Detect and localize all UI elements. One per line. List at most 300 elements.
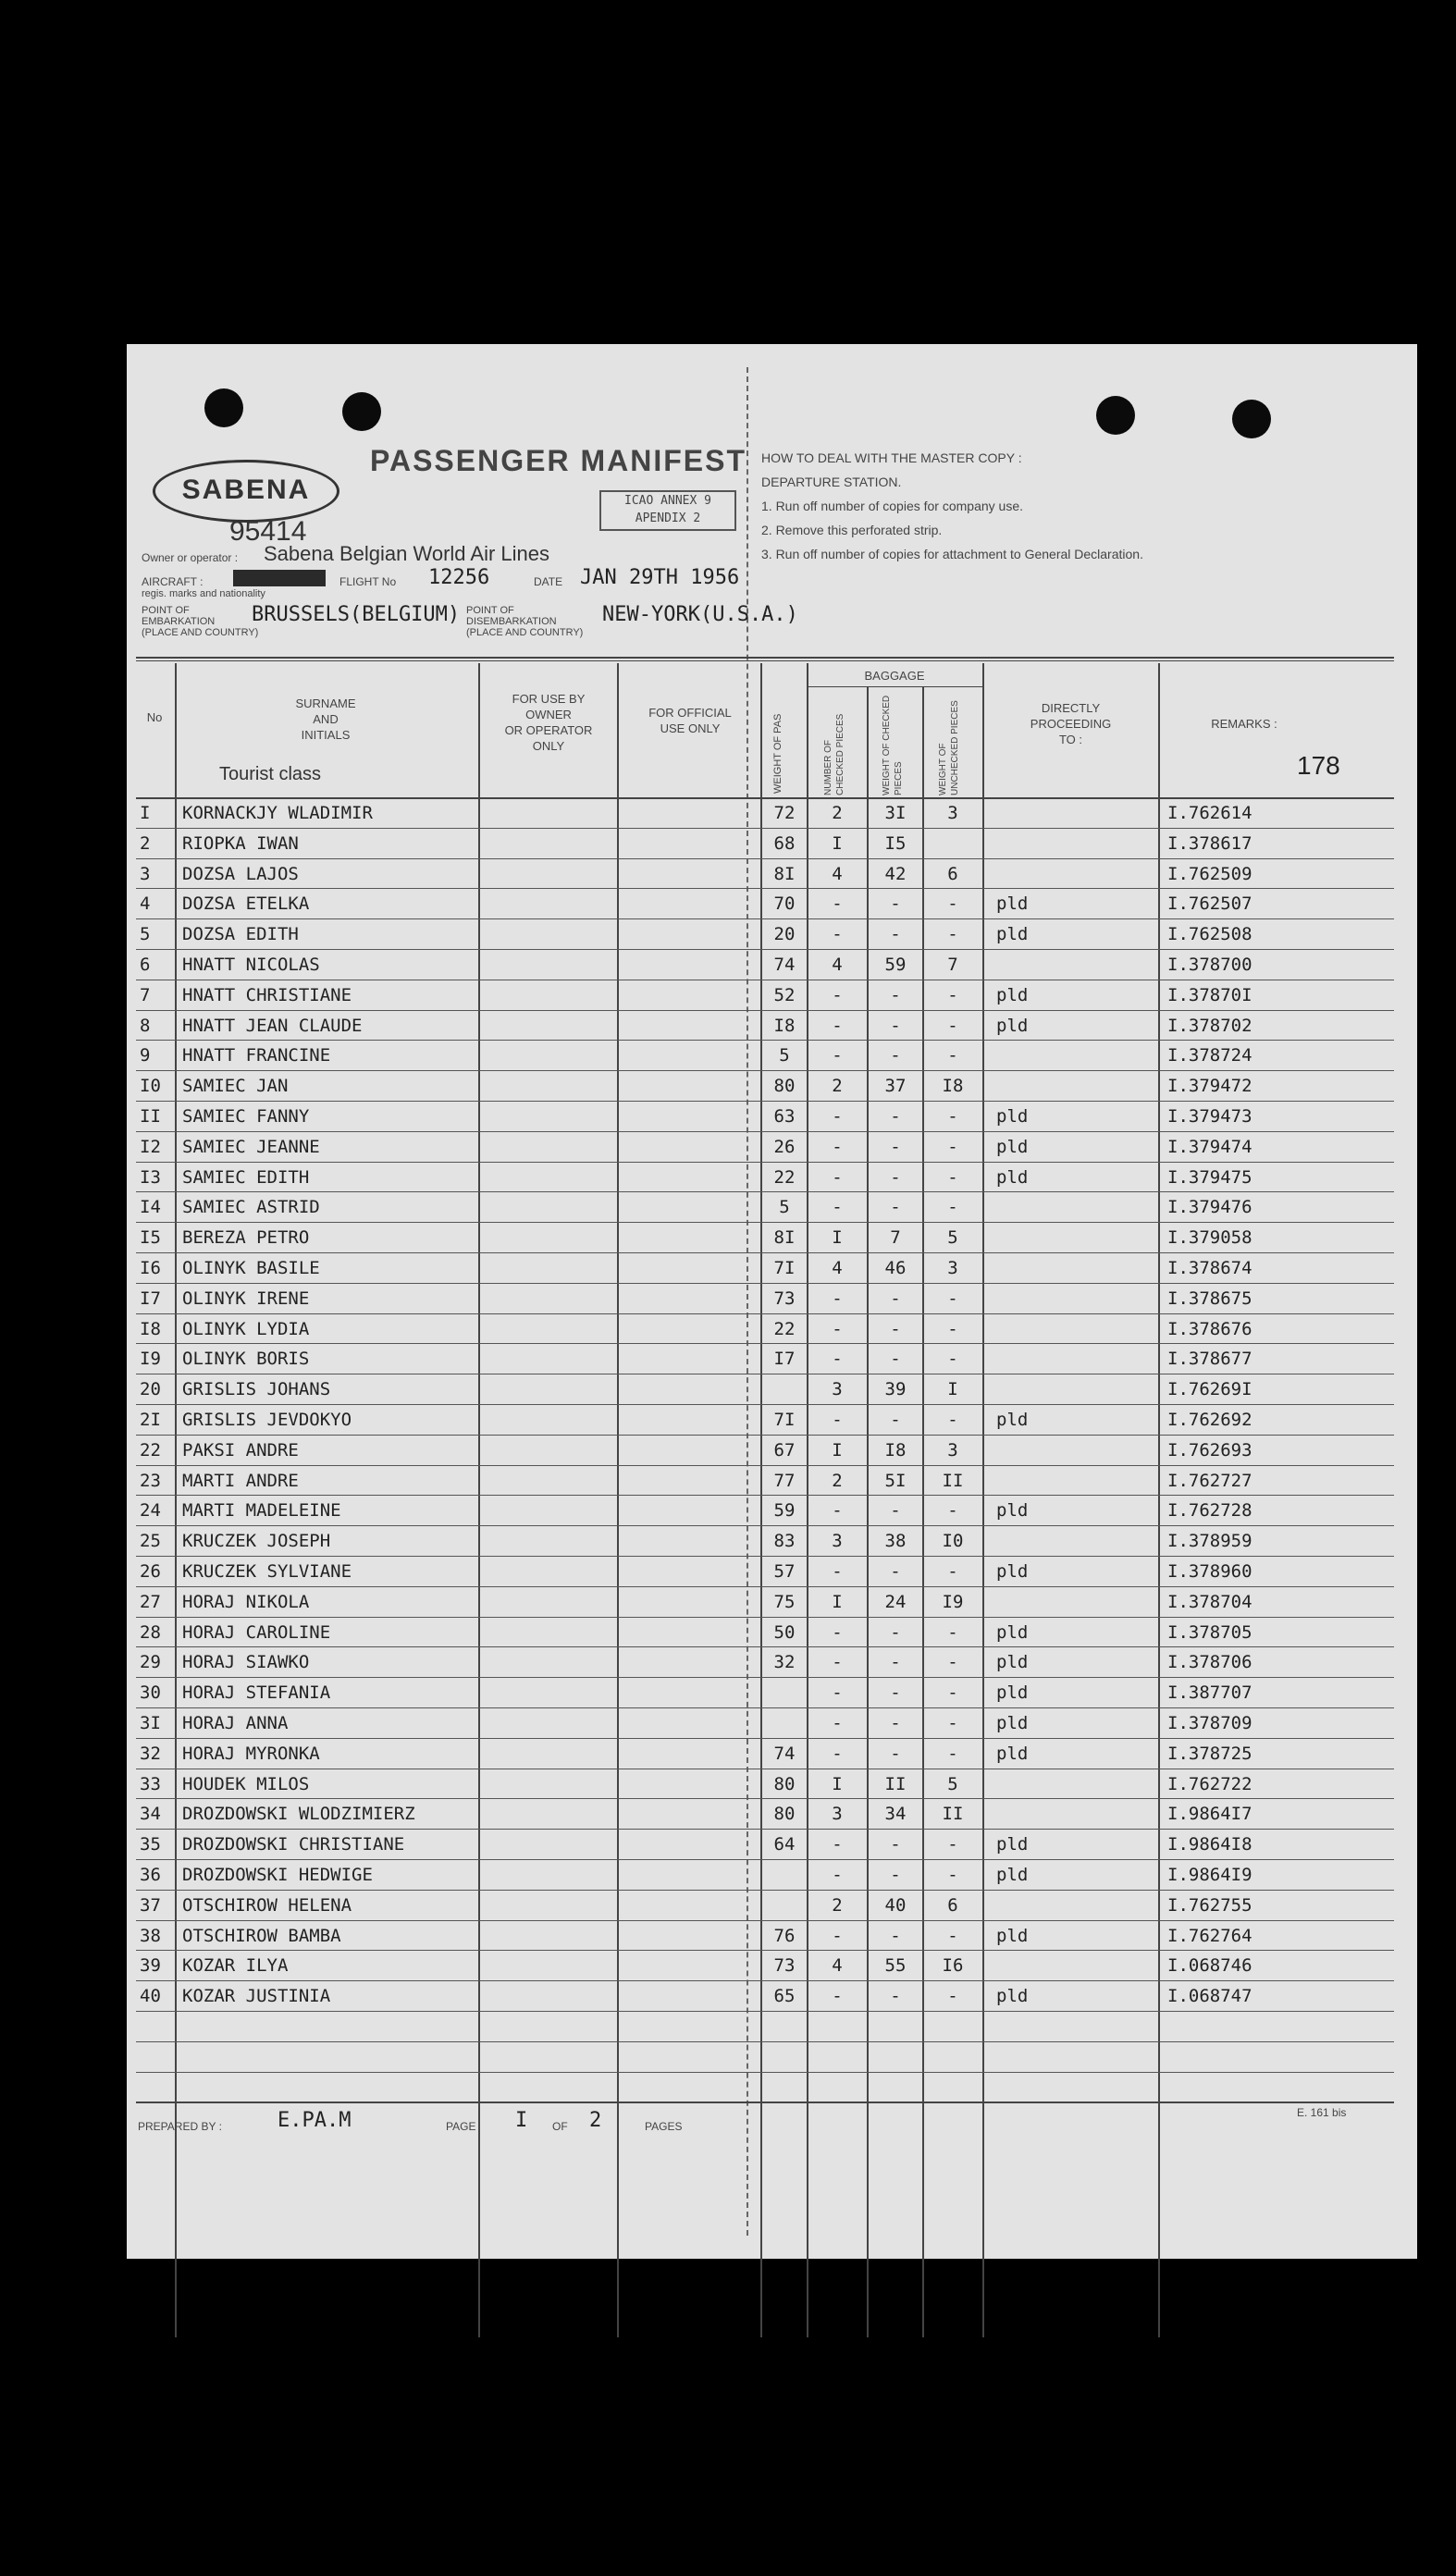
cell-cw: -: [890, 1986, 901, 2006]
cell-cw: 38: [884, 1531, 907, 1551]
cell-name: GRISLIS JOHANS: [182, 1379, 331, 1399]
cell-rem: I.762727: [1167, 1471, 1252, 1491]
cell-p: I: [832, 1227, 843, 1248]
cell-uw: -: [947, 1500, 958, 1521]
cell-w: 76: [773, 1926, 796, 1946]
cell-to: pld: [996, 1986, 1029, 2006]
cell-uw: 6: [947, 864, 958, 884]
cell-cw: -: [890, 1500, 901, 1521]
cell-no: 8: [140, 1016, 151, 1036]
cell-p: 2: [832, 1471, 843, 1491]
cell-cw: -: [890, 985, 901, 1005]
table-row: [127, 1349, 1417, 1379]
table-row: [127, 1926, 1417, 1956]
cell-uw: -: [947, 1167, 958, 1188]
cell-rem: I.762692: [1167, 1410, 1252, 1430]
cell-rem: I.762764: [1167, 1926, 1252, 1946]
cell-w: 5: [779, 1197, 790, 1217]
cell-p: I: [832, 1592, 843, 1612]
cell-p: -: [832, 1652, 843, 1672]
cell-no: 2I: [140, 1410, 161, 1430]
cell-w: 80: [773, 1774, 796, 1794]
cell-no: 40: [140, 1986, 161, 2006]
cell-name: KOZAR ILYA: [182, 1955, 289, 1976]
icao-line-2: APENDIX 2: [635, 512, 701, 525]
aircraft-value-redacted: [233, 570, 326, 586]
cell-p: 3: [832, 1379, 843, 1399]
cell-rem: I.762507: [1167, 894, 1252, 914]
cell-p: 4: [832, 1955, 843, 1976]
cell-name: KOZAR JUSTINIA: [182, 1986, 331, 2006]
row-rule: [136, 2072, 1394, 2073]
cell-uw: -: [947, 1045, 958, 1066]
cell-cw: -: [890, 1349, 901, 1369]
cell-uw: 7: [947, 955, 958, 975]
cell-w: 80: [773, 1076, 796, 1096]
cell-uw: -: [947, 1926, 958, 1946]
cell-name: GRISLIS JEVDOKYO: [182, 1410, 352, 1430]
cell-rem: I.068746: [1167, 1955, 1252, 1976]
table-row: [127, 1288, 1417, 1319]
cell-uw: -: [947, 894, 958, 914]
cell-rem: I.378677: [1167, 1349, 1252, 1369]
cell-uw: 5: [947, 1227, 958, 1248]
table-row: [127, 1804, 1417, 1834]
cell-name: DOZSA EDITH: [182, 924, 299, 944]
cell-rem: I.9864I8: [1167, 1834, 1252, 1855]
cell-to: pld: [996, 1713, 1029, 1733]
cell-name: PAKSI ANDRE: [182, 1440, 299, 1461]
col-directly-header: [985, 700, 1156, 747]
cell-name: HOUDEK MILOS: [182, 1774, 310, 1794]
cell-name: HORAJ STEFANIA: [182, 1682, 331, 1703]
pages-label: PAGES: [645, 2120, 683, 2133]
cell-uw: I9: [942, 1592, 964, 1612]
cell-name: MARTI MADELEINE: [182, 1500, 341, 1521]
cell-cw: -: [890, 1410, 901, 1430]
cell-rem: I.379058: [1167, 1227, 1252, 1248]
cell-cw: -: [890, 1652, 901, 1672]
cell-rem: I.37870I: [1167, 985, 1252, 1005]
cell-uw: -: [947, 1319, 958, 1339]
cell-uw: -: [947, 1106, 958, 1127]
table-row: [127, 1076, 1417, 1106]
table-row: [127, 1986, 1417, 2016]
cell-uw: -: [947, 1561, 958, 1582]
instruction-line: 3. Run off number of copies for attachment to General Declaration.: [761, 547, 1143, 561]
cell-w: 65: [773, 1986, 796, 2006]
cell-w: 8I: [773, 864, 796, 884]
col-official-line: FOR OFFICIAL: [648, 706, 732, 720]
cell-w: 80: [773, 1804, 796, 1824]
cell-uw: I6: [942, 1955, 964, 1976]
cell-uw: 3: [947, 1440, 958, 1461]
table-row: [127, 1865, 1417, 1895]
table-row: [127, 1045, 1417, 1076]
cell-no: I9: [140, 1349, 161, 1369]
cell-name: SAMIEC EDITH: [182, 1167, 310, 1188]
instruction-line: HOW TO DEAL WITH THE MASTER COPY :: [761, 450, 1022, 465]
cell-name: KRUCZEK JOSEPH: [182, 1531, 331, 1551]
cell-to: pld: [996, 1106, 1029, 1127]
cell-no: 4: [140, 894, 151, 914]
cell-uw: II: [942, 1471, 964, 1491]
table-row: [127, 1955, 1417, 1986]
cell-uw: -: [947, 1410, 958, 1430]
cell-no: II: [140, 1106, 161, 1127]
cell-no: 36: [140, 1865, 161, 1885]
cell-name: SAMIEC FANNY: [182, 1106, 310, 1127]
icao-box: [599, 490, 736, 531]
cell-cw: -: [890, 1137, 901, 1157]
cell-rem: I.378674: [1167, 1258, 1252, 1278]
cell-w: 26: [773, 1137, 796, 1157]
cell-p: -: [832, 1167, 843, 1188]
cell-p: 3: [832, 1531, 843, 1551]
cell-w: 63: [773, 1106, 796, 1127]
cell-uw: -: [947, 924, 958, 944]
embark-sub: (PLACE AND COUNTRY): [142, 627, 259, 638]
baggage-rule: [807, 686, 982, 687]
cell-no: I2: [140, 1137, 161, 1157]
cell-p: -: [832, 1197, 843, 1217]
cell-w: 57: [773, 1561, 796, 1582]
cell-cw: -: [890, 1622, 901, 1643]
col-checked-weight-header: WEIGHT OF CHECKED PIECES: [882, 695, 904, 795]
cell-w: 68: [773, 833, 796, 854]
table-row: [127, 833, 1417, 864]
cell-p: 2: [832, 1076, 843, 1096]
cell-cw: 42: [884, 864, 907, 884]
col-official-line: USE ONLY: [660, 721, 721, 735]
cell-no: 3: [140, 864, 151, 884]
of-label: OF: [552, 2120, 568, 2133]
cell-no: I: [140, 803, 151, 823]
cell-w: 64: [773, 1834, 796, 1855]
cell-no: 24: [140, 1500, 161, 1521]
col-surname-line: SURNAME: [295, 696, 356, 710]
table-row: [127, 1774, 1417, 1805]
cell-no: 22: [140, 1440, 161, 1461]
cell-uw: -: [947, 1137, 958, 1157]
cell-w: 7I: [773, 1410, 796, 1430]
cell-cw: 55: [884, 1955, 907, 1976]
cell-p: -: [832, 1622, 843, 1643]
cell-name: KRUCZEK SYLVIANE: [182, 1561, 352, 1582]
table-top-rule: [136, 657, 1394, 659]
punch-hole: [342, 392, 381, 431]
cell-name: HORAJ ANNA: [182, 1713, 289, 1733]
table-row: [127, 864, 1417, 894]
cell-uw: 3: [947, 803, 958, 823]
cell-cw: 59: [884, 955, 907, 975]
cell-cw: -: [890, 924, 901, 944]
cell-uw: -: [947, 1682, 958, 1703]
page-stamp: 178: [1297, 751, 1340, 780]
cell-p: -: [832, 1410, 843, 1430]
embark-value: BRUSSELS(BELGIUM): [252, 603, 461, 626]
cell-cw: 34: [884, 1804, 907, 1824]
cell-no: 20: [140, 1379, 161, 1399]
cell-p: I: [832, 1440, 843, 1461]
cell-w: I8: [773, 1016, 796, 1036]
cell-p: -: [832, 1045, 843, 1066]
cell-rem: I.762728: [1167, 1500, 1252, 1521]
cell-cw: -: [890, 1561, 901, 1582]
cell-no: 37: [140, 1895, 161, 1916]
table-bottom-rule: [136, 2101, 1394, 2103]
cell-name: HNATT CHRISTIANE: [182, 985, 352, 1005]
col-remarks-header: REMARKS :: [1211, 717, 1277, 731]
cell-w: 74: [773, 955, 796, 975]
cell-no: 27: [140, 1592, 161, 1612]
cell-name: OLINYK BORIS: [182, 1349, 310, 1369]
cell-name: HNATT FRANCINE: [182, 1045, 331, 1066]
page-value: I: [515, 2109, 528, 2132]
of-value: 2: [589, 2109, 602, 2132]
table-row: [127, 1682, 1417, 1713]
cell-cw: -: [890, 1288, 901, 1309]
date-label: DATE: [534, 575, 563, 588]
col-checked-pieces-header: NUMBER OF CHECKED PIECES: [823, 713, 845, 795]
cell-to: pld: [996, 894, 1029, 914]
cell-rem: I.9864I9: [1167, 1865, 1252, 1885]
cell-no: I5: [140, 1227, 161, 1248]
table-row: [127, 924, 1417, 955]
cell-no: 32: [140, 1744, 161, 1764]
class-note: Tourist class: [219, 764, 322, 784]
cell-cw: 46: [884, 1258, 907, 1278]
cell-name: DROZDOWSKI HEDWIGE: [182, 1865, 373, 1885]
col-surname-header: [182, 696, 469, 743]
cell-no: 26: [140, 1561, 161, 1582]
cell-rem: I.378960: [1167, 1561, 1252, 1582]
cell-cw: 7: [890, 1227, 901, 1248]
cell-no: 23: [140, 1471, 161, 1491]
cell-no: I3: [140, 1167, 161, 1188]
col-surname-line: AND: [313, 712, 339, 726]
cell-name: OTSCHIROW HELENA: [182, 1895, 352, 1916]
cell-name: HORAJ NIKOLA: [182, 1592, 310, 1612]
cell-no: I6: [140, 1258, 161, 1278]
form-code: E. 161 bis: [1297, 2106, 1347, 2119]
cell-w: 73: [773, 1955, 796, 1976]
cell-to: pld: [996, 1682, 1029, 1703]
cell-name: BEREZA PETRO: [182, 1227, 310, 1248]
col-owner-line: OR OPERATOR: [504, 723, 593, 737]
cell-cw: -: [890, 1106, 901, 1127]
table-row: [127, 1592, 1417, 1622]
cell-w: 67: [773, 1440, 796, 1461]
cell-p: -: [832, 1500, 843, 1521]
cell-rem: I.378725: [1167, 1744, 1252, 1764]
cell-p: 4: [832, 864, 843, 884]
table-row: [127, 1713, 1417, 1744]
col-owner-line: OWNER: [525, 708, 572, 721]
cell-cw: II: [884, 1774, 907, 1794]
table-row: [127, 1531, 1417, 1561]
col-owner-line: ONLY: [532, 739, 565, 753]
cell-name: KORNACKJY WLADIMIR: [182, 803, 373, 823]
cell-rem: I.379474: [1167, 1137, 1252, 1157]
cell-to: pld: [996, 1834, 1029, 1855]
cell-name: HORAJ SIAWKO: [182, 1652, 310, 1672]
cell-p: -: [832, 985, 843, 1005]
cell-uw: 3: [947, 1258, 958, 1278]
cell-name: HORAJ CAROLINE: [182, 1622, 331, 1643]
table-row: [127, 1227, 1417, 1258]
table-row: [127, 1016, 1417, 1046]
table-row: [127, 1895, 1417, 1926]
cell-uw: I: [947, 1379, 958, 1399]
cell-w: 73: [773, 1288, 796, 1309]
cell-uw: -: [947, 985, 958, 1005]
cell-to: pld: [996, 1500, 1029, 1521]
prepared-value: E.PA.M: [278, 2109, 352, 2132]
disembark-sub: (PLACE AND COUNTRY): [466, 627, 584, 638]
cell-p: -: [832, 1834, 843, 1855]
cell-to: pld: [996, 1926, 1029, 1946]
cell-to: pld: [996, 1410, 1029, 1430]
cell-p: -: [832, 924, 843, 944]
cell-uw: -: [947, 1865, 958, 1885]
cell-no: 30: [140, 1682, 161, 1703]
cell-uw: I0: [942, 1531, 964, 1551]
cell-rem: I.379475: [1167, 1167, 1252, 1188]
table-row: [127, 894, 1417, 924]
cell-no: I0: [140, 1076, 161, 1096]
cell-p: -: [832, 1682, 843, 1703]
cell-cw: 37: [884, 1076, 907, 1096]
cell-rem: I.762614: [1167, 803, 1252, 823]
cell-rem: I.379472: [1167, 1076, 1252, 1096]
cell-p: -: [832, 894, 843, 914]
cell-p: -: [832, 1106, 843, 1127]
instruction-line: 2. Remove this perforated strip.: [761, 523, 943, 537]
cell-to: pld: [996, 1016, 1029, 1036]
cell-no: 3I: [140, 1713, 161, 1733]
cell-no: 5: [140, 924, 151, 944]
cell-p: I: [832, 1774, 843, 1794]
table-top-rule-2: [136, 660, 1394, 661]
cell-w: 5: [779, 1045, 790, 1066]
cell-p: 4: [832, 955, 843, 975]
owner-value: Sabena Belgian World Air Lines: [264, 542, 550, 565]
cell-rem: I.378700: [1167, 955, 1252, 975]
cell-rem: I.378959: [1167, 1531, 1252, 1551]
cell-rem: I.379476: [1167, 1197, 1252, 1217]
aircraft-sub: regis. marks and nationality: [142, 588, 265, 599]
cell-cw: -: [890, 1713, 901, 1733]
cell-p: -: [832, 1288, 843, 1309]
cell-name: OTSCHIROW BAMBA: [182, 1926, 341, 1946]
cell-name: HNATT NICOLAS: [182, 955, 320, 975]
table-row: [127, 1744, 1417, 1774]
cell-w: 52: [773, 985, 796, 1005]
cell-uw: -: [947, 1288, 958, 1309]
col-surname-line: INITIALS: [301, 728, 351, 742]
cell-rem: I.378702: [1167, 1016, 1252, 1036]
cell-rem: I.9864I7: [1167, 1804, 1252, 1824]
cell-no: I7: [140, 1288, 161, 1309]
punch-hole: [1096, 396, 1135, 435]
flight-value: 12256: [428, 566, 490, 589]
cell-name: DROZDOWSKI CHRISTIANE: [182, 1834, 405, 1855]
instruction-line: 1. Run off number of copies for company use.: [761, 499, 1024, 513]
cell-cw: -: [890, 1926, 901, 1946]
date-value: JAN 29TH 1956: [580, 566, 740, 589]
cell-uw: -: [947, 1986, 958, 2006]
cell-w: 7I: [773, 1258, 796, 1278]
icao-line-1: ICAO ANNEX 9: [624, 494, 711, 508]
cell-p: -: [832, 1986, 843, 2006]
col-directly-line: DIRECTLY: [1041, 701, 1101, 715]
cell-p: I: [832, 833, 843, 854]
cell-w: 83: [773, 1531, 796, 1551]
cell-to: pld: [996, 1137, 1029, 1157]
cell-uw: -: [947, 1016, 958, 1036]
cell-name: SAMIEC JAN: [182, 1076, 289, 1096]
cell-name: OLINYK BASILE: [182, 1258, 320, 1278]
cell-cw: I8: [884, 1440, 907, 1461]
cell-name: DROZDOWSKI WLODZIMIERZ: [182, 1804, 415, 1824]
table-row: [127, 1197, 1417, 1227]
cell-uw: -: [947, 1622, 958, 1643]
cell-cw: -: [890, 1865, 901, 1885]
table-row: [127, 955, 1417, 985]
cell-uw: -: [947, 1652, 958, 1672]
table-row: [127, 803, 1417, 833]
cell-rem: I.762693: [1167, 1440, 1252, 1461]
cell-p: -: [832, 1926, 843, 1946]
col-no-header: No: [146, 710, 163, 724]
cell-cw: 39: [884, 1379, 907, 1399]
cell-cw: -: [890, 894, 901, 914]
cell-to: pld: [996, 1865, 1029, 1885]
table-row: [127, 1410, 1417, 1440]
handwritten-number: 95414: [229, 516, 307, 547]
cell-p: -: [832, 1561, 843, 1582]
manifest-sheet: [127, 344, 1417, 2259]
cell-uw: -: [947, 1713, 958, 1733]
cell-w: 22: [773, 1319, 796, 1339]
table-row: [127, 1561, 1417, 1592]
cell-p: 2: [832, 1895, 843, 1916]
cell-w: 32: [773, 1652, 796, 1672]
page-title: PASSENGER MANIFEST: [370, 444, 747, 477]
disembark-value: NEW-YORK(U.S.A.): [602, 603, 798, 626]
cell-cw: -: [890, 1045, 901, 1066]
table-row: [127, 1500, 1417, 1531]
table-row: [127, 985, 1417, 1016]
cell-name: DOZSA ETELKA: [182, 894, 310, 914]
cell-rem: I.378706: [1167, 1652, 1252, 1672]
cell-no: 34: [140, 1804, 161, 1824]
cell-no: I4: [140, 1197, 161, 1217]
sabena-logo: SABENA: [153, 460, 339, 523]
cell-cw: -: [890, 1016, 901, 1036]
cell-name: MARTI ANDRE: [182, 1471, 299, 1491]
cell-uw: -: [947, 1349, 958, 1369]
owner-label: Owner or operator :: [142, 551, 239, 564]
punch-hole: [204, 388, 243, 427]
table-row: [127, 1319, 1417, 1350]
cell-p: -: [832, 1744, 843, 1764]
aircraft-label: AIRCRAFT :: [142, 575, 204, 588]
table-row: [127, 1137, 1417, 1167]
cell-cw: 5I: [884, 1471, 907, 1491]
cell-cw: -: [890, 1319, 901, 1339]
